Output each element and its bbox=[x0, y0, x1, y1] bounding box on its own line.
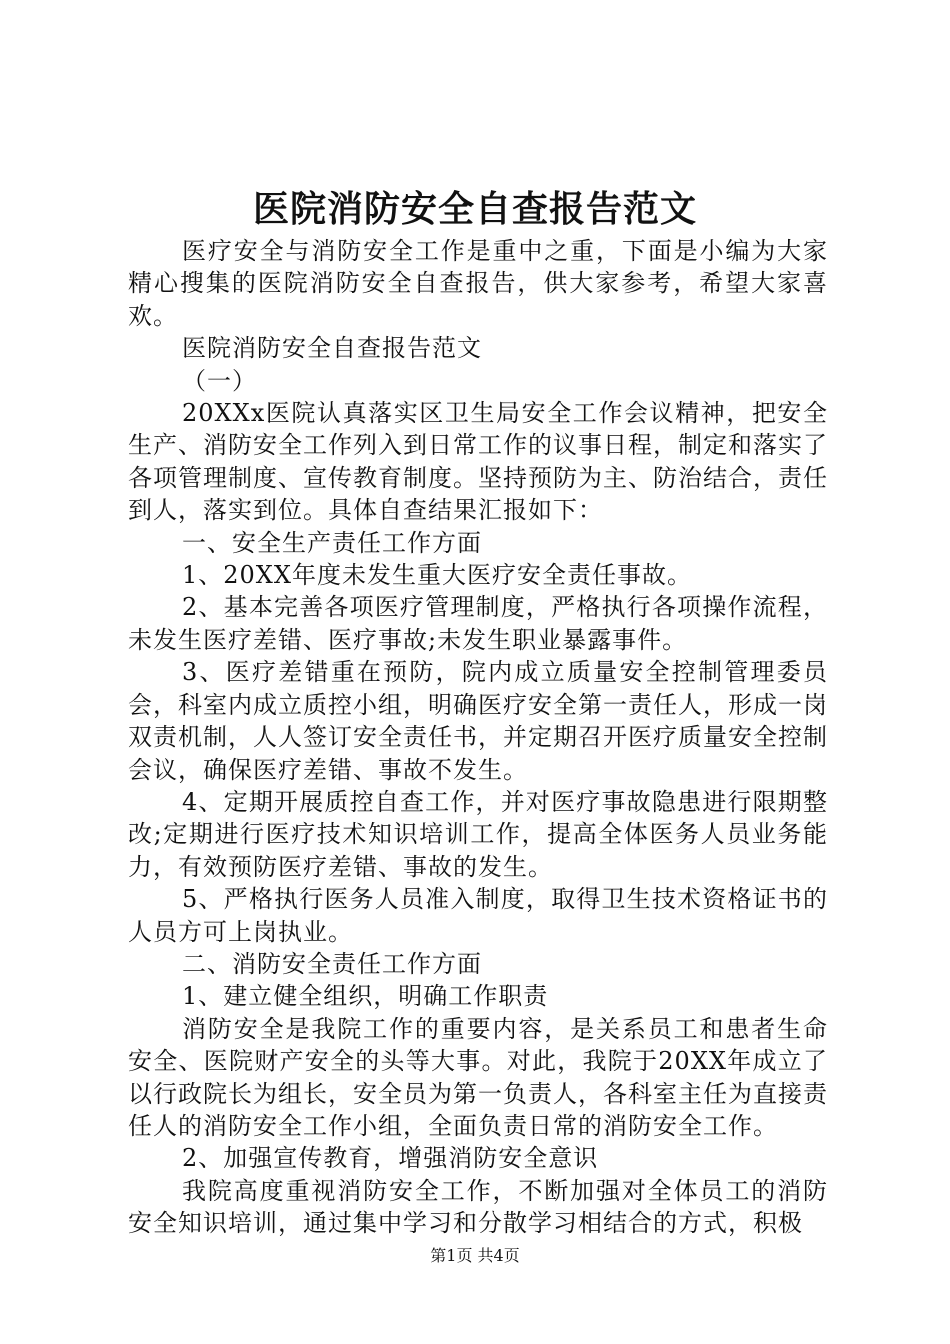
body-paragraph: 消防安全是我院工作的重要内容，是关系员工和患者生命安全、医院财产安全的头等大事。对此，我院于20XX年成立了以行政院长为组长，安全员为第一负责人，各科室主任为直接责任人的消防安全工作小组，全面负责日常的消防安全工作。 bbox=[128, 1014, 828, 1140]
list-item: 1、20XX年度未发生重大医疗安全责任事故。 bbox=[182, 561, 692, 590]
intro-paragraph: 医疗安全与消防安全工作是重中之重，下面是小编为大家精心搜集的医院消防安全自查报告，供大家参考，希望大家喜欢。 bbox=[128, 237, 828, 330]
page-footer: 第1页 共4页 bbox=[430, 1246, 520, 1265]
section-heading: 二、消防安全责任工作方面 bbox=[182, 949, 482, 978]
section-number: （一） bbox=[182, 366, 257, 395]
list-item: 3、医疗差错重在预防，院内成立质量安全控制管理委员会，科室内成立质控小组，明确医疗安全第一责任人，形成一岗双责机制，人人签订安全责任书，并定期召开医疗质量安全控制会议，确保医疗差错、事故不发生。 bbox=[128, 658, 828, 784]
document-title: 医院消防安全自查报告范文 bbox=[252, 188, 697, 230]
list-item: 4、定期开展质控自查工作，并对医疗事故隐患进行限期整改;定期进行医疗技术知识培训工作，提高全体医务人员业务能力，有效预防医疗差错、事故的发生。 bbox=[128, 787, 828, 881]
body-paragraph: 20XXx医院认真落实区卫生局安全工作会议精神，把安全生产、消防安全工作列入到日常工作的议事日程，制定和落实了各项管理制度、宣传教育制度。坚持预防为主、防治结合，责任到人，落实到位。具体自查结果汇报如下： bbox=[128, 399, 828, 525]
document-body bbox=[128, 235, 828, 1240]
list-item: 5、严格执行医务人员准入制度，取得卫生技术资格证书的人员方可上岗执业。 bbox=[128, 885, 828, 946]
subsection-heading: 2、加强宣传教育，增强消防安全意识 bbox=[182, 1144, 599, 1173]
body-paragraph: 我院高度重视消防安全工作，不断加强对全体员工的消防安全知识培训，通过集中学习和分散学习相结合的方式，积极 bbox=[128, 1176, 828, 1238]
subsection-heading: 1、建立健全组织，明确工作职责 bbox=[182, 982, 549, 1011]
section-heading: 一、安全生产责任工作方面 bbox=[182, 528, 482, 557]
subtitle-line: 医院消防安全自查报告范文 bbox=[182, 334, 482, 363]
list-item: 2、基本完善各项医疗管理制度，严格执行各项操作流程，未发生医疗差错、医疗事故;未发生职业暴露事件。 bbox=[128, 593, 828, 654]
